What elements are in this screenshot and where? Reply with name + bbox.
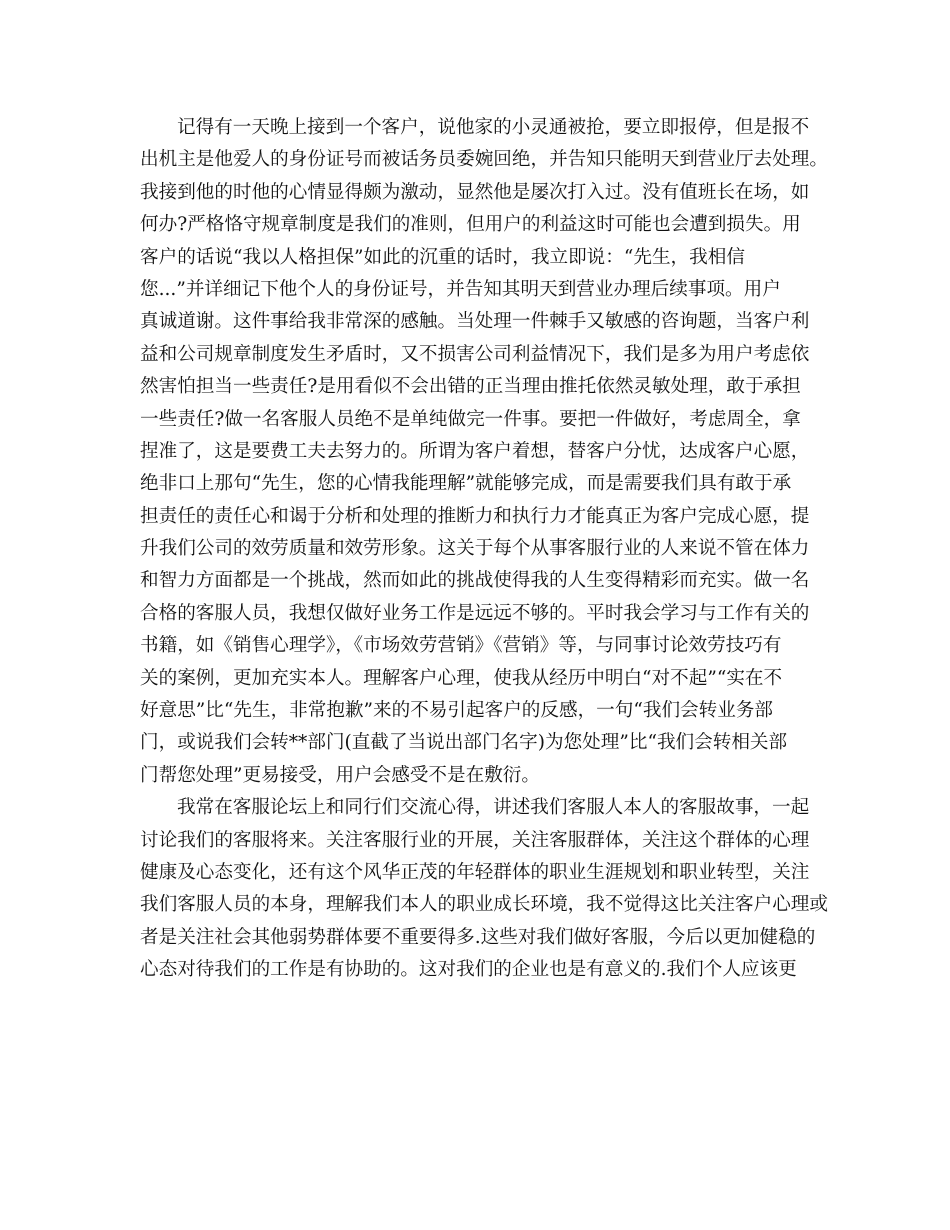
paragraph-line: 真诚道谢。这件事给我非常深的感触。当处理一件棘手又敏感的咨询题，当客户利	[140, 311, 810, 333]
paragraph-line: 一些责任?做一名客服人员绝不是单纯做完一件事。要把一件做好，考虑周全，拿	[140, 408, 801, 430]
body-text	[140, 112, 828, 987]
paragraph-line: 讨论我们的客服将来。关注客服行业的开展，关注客服群体，关注这个群体的心理	[140, 829, 810, 851]
paragraph-line: 益和公司规章制度发生矛盾时，又不损害公司利益情况下，我们是多为用户考虑依	[140, 343, 810, 365]
paragraph-line: 者是关注社会其他弱势群体要不重要得多.这些对我们做好客服，今后以更加健稳的	[140, 926, 816, 948]
paragraph-line: 我们客服人员的本身，理解我们本人的职业成长环境，我不觉得这比关注客户心理或	[140, 894, 828, 916]
paragraph-line: 我常在客服论坛上和同行们交流心得，讲述我们客服人本人的客服故事，一起	[177, 797, 810, 819]
paragraph-line: 合格的客服人员，我想仅做好业务工作是远远不够的。平时我会学习与工作有关的	[140, 602, 810, 624]
paragraph-line: 绝非口上那句“先生，您的心情我能理解”就能够完成，而是需要我们具有敢于承	[140, 473, 792, 495]
paragraph-line: 担责任的责任心和谒于分析和处理的推断力和执行力才能真正为客户完成心愿，提	[140, 505, 810, 527]
paragraph-line: 记得有一天晚上接到一个客户，说他家的小灵通被抢，要立即报停，但是报不	[177, 117, 810, 138]
paragraph-line: 和智力方面都是一个挑战，然而如此的挑战使得我的人生变得精彩而充实。做一名	[140, 570, 810, 592]
paragraph-line: 门，或说我们会转**部门(直截了当说出部门名字)为您处理”比“我们会转相关部	[140, 732, 788, 754]
paragraph-2	[140, 792, 828, 986]
paragraph-line: 心态对待我们的工作是有协助的。这对我们的企业也是有意义的.我们个人应该更	[140, 959, 797, 981]
paragraph-line: 书籍，如《销售心理学》，《市场效劳营销》《营销》等，与同事讨论效劳技巧有	[140, 635, 782, 657]
paragraph-line: 客户的话说“我以人格担保”如此的沉重的话时，我立即说：“先生，我相信	[140, 246, 745, 268]
paragraph-line: 升我们公司的效劳质量和效劳形象。这关于每个从事客服行业的人来说不管在体力	[140, 538, 810, 560]
paragraph-line: 何办?严格恪守规章制度是我们的准则，但用户的利益这时可能也会遭到损失。用	[140, 214, 801, 236]
paragraph-line: 门帮您处理”更易接受，用户会感受不是在敷衍。	[140, 764, 540, 786]
paragraph-line: 您...”并详细记下他个人的身份证号，并告知其明天到营业办理后续事项。用户	[140, 278, 781, 300]
paragraph-line: 关的案例，更加充实本人。理解客户心理，使我从经历中明白“对不起”“实在不	[140, 667, 783, 689]
paragraph-line: 好意思”比“先生，非常抱歉”来的不易引起客户的反感，一句“我们会转业务部	[140, 700, 774, 722]
paragraph-line: 健康及心态变化，还有这个风华正茂的年轻群体的职业生涯规划和职业转型，关注	[140, 861, 810, 883]
paragraph-1	[140, 112, 828, 792]
paragraph-line: 出机主是他爱人的身份证号而被话务员委婉回绝，并告知只能明天到营业厅去处理。	[140, 149, 828, 171]
paragraph-line: 然害怕担当一些责任?是用看似不会出错的正当理由推托依然灵敏处理，敢于承担	[140, 376, 801, 398]
paragraph-line: 捏准了，这是要费工夫去努力的。所谓为客户着想，替客户分忧，达成客户心愿，	[140, 440, 810, 462]
paragraph-line: 我接到他的时他的心情显得颇为激动，显然他是屡次打入过。没有值班长在场，如	[140, 181, 810, 203]
